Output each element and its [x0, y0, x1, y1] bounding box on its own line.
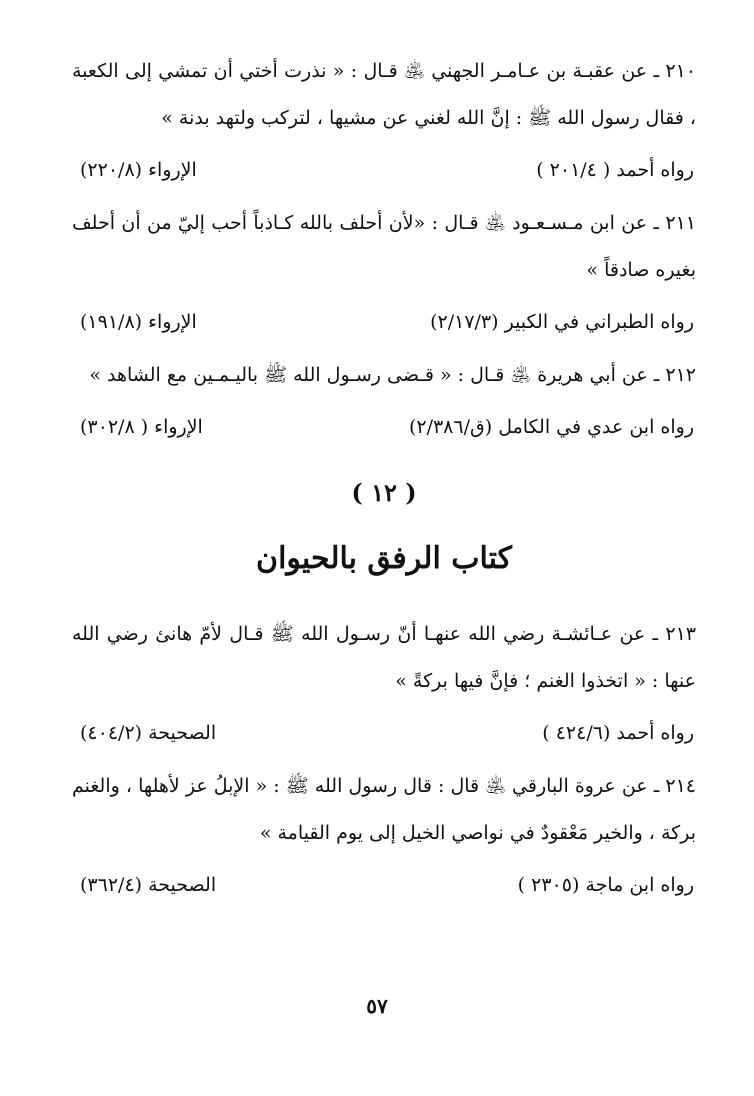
source-row — [72, 719, 696, 747]
page-number: ٥٧ — [366, 994, 388, 1018]
source-row — [72, 871, 696, 899]
hadith-reference: الصحيحة (٣٦٢/٤) — [80, 874, 217, 896]
source-row — [72, 156, 696, 184]
hadith-source: رواه ابن عدي في الكامل (ق/٢/٣٨٦) — [408, 416, 694, 438]
hadith-reference: الإرواء (١٩١/٨) — [80, 311, 197, 333]
page-body — [72, 48, 696, 915]
hadith-text: ٢١٠ ـ عن عقبـة بن عـامـر الجهني ﵁ قـال : « نذرت أختي أن تمشي إلى الكعبة ، فقال رسول الله ﷺ : إنَّ الله لغني عن مشيها ، لتركب ولتهد بدنة » — [72, 60, 696, 129]
hadith-reference: الصحيحة (٤٠٤/٢) — [80, 722, 217, 744]
hadith-text: ٢١٤ ـ عن عروة البارقي ﵁ قال : قال رسول الله ﷺ : « الإبلُ عز لأهلها ، والغنم بركة ، والخير مَعْقودٌ في نواصي الخيل إلى يوم القيامة » — [72, 775, 696, 844]
hadith-213 — [72, 611, 696, 747]
hadith-reference: الإرواء (٢٢٠/٨) — [80, 159, 197, 181]
chapter-number: ( ١٢ ) — [351, 478, 417, 507]
hadith-source: رواه أحمد (٤٢٤/٦ ) — [542, 722, 694, 744]
hadith-text: ٢١٣ ـ عن عـائشـة رضي الله عنهـا أنّ رسـول الله ﷺ قـال لأمّ هانئ رضي الله عنها : « اتخذوا الغنم ؛ فإنَّ فيها بركةً » — [72, 623, 696, 692]
hadith-212 — [72, 352, 696, 441]
hadith-reference: الإرواء ( ٣٠٢/٨) — [80, 416, 203, 438]
chapter-title: كتاب الرفق بالحيوان — [256, 541, 512, 576]
hadith-210 — [72, 48, 696, 184]
hadith-source: رواه الطبراني في الكبير (٢/١٧/٣) — [430, 311, 694, 333]
source-row — [72, 413, 696, 441]
hadith-source: رواه ابن ماجة (٢٣٠٥ ) — [517, 874, 694, 896]
hadith-source: رواه أحمد ( ٢٠١/٤ ) — [536, 159, 694, 181]
source-row — [72, 308, 696, 336]
hadith-211 — [72, 200, 696, 336]
hadith-214 — [72, 763, 696, 899]
hadith-text: ٢١١ ـ عن ابن مـسـعـود ﵁ قـال : «لأن أحلف بالله كـاذباً أحب إليّ من أن أحلف بغيره صادقاً » — [72, 212, 696, 281]
hadith-text: ٢١٢ ـ عن أبي هريرة ﵁ قـال : « قـضى رسـول الله ﷺ باليـمـين مع الشاهد » — [89, 364, 696, 386]
